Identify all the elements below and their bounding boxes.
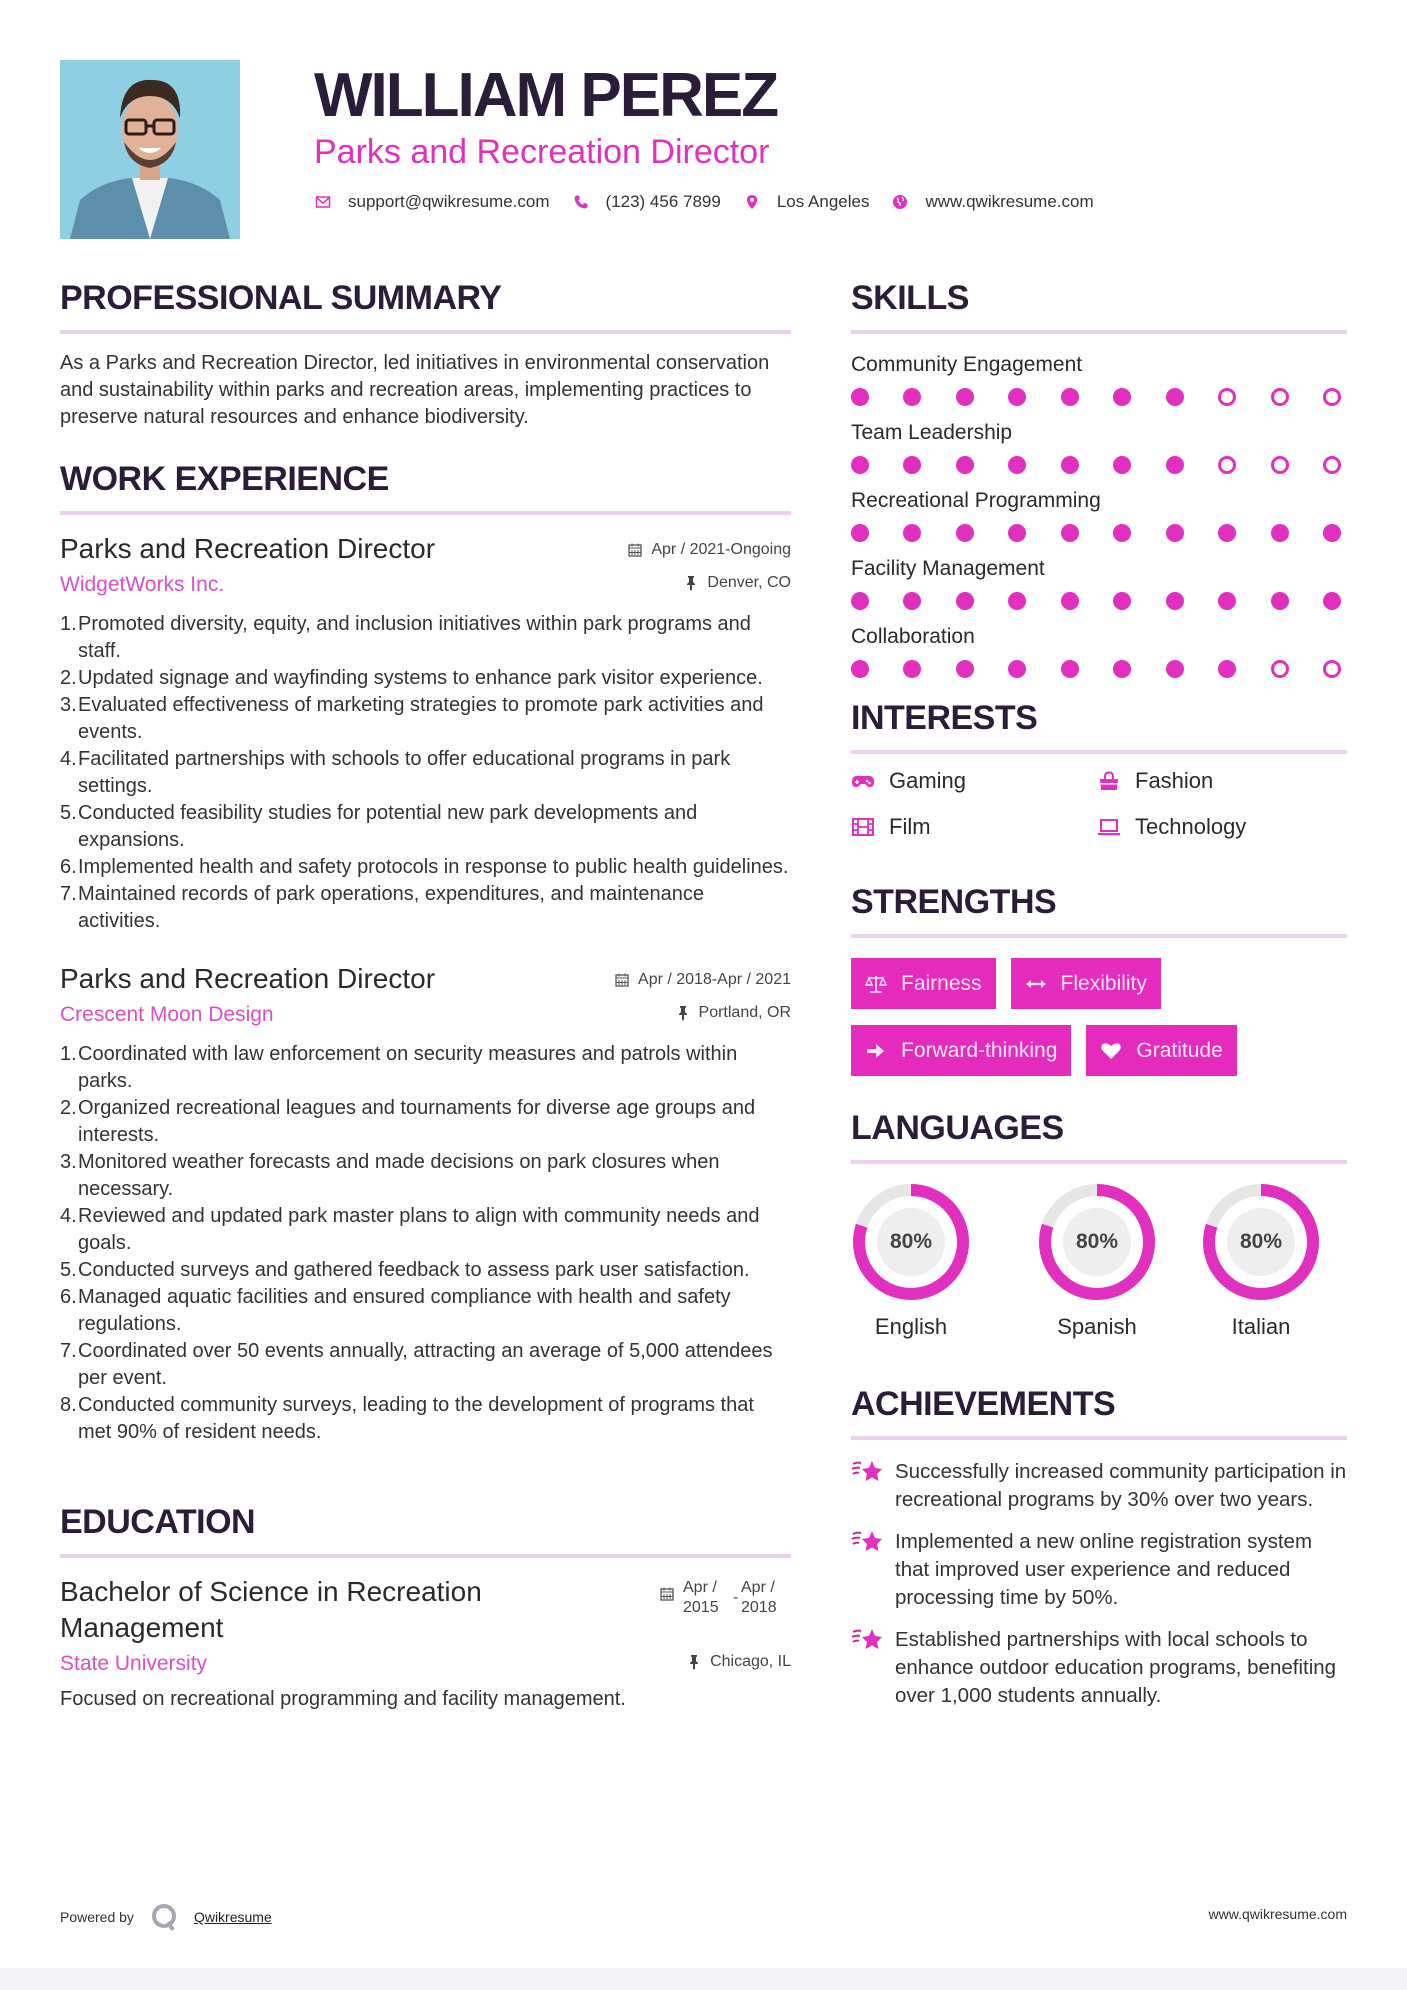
- rating-dot-filled-icon: [1218, 660, 1236, 678]
- thumbtack-icon: [683, 575, 699, 591]
- rating-dot-filled-icon: [1113, 660, 1131, 678]
- rating-dot-empty-icon: [1323, 660, 1341, 678]
- rating-dot-filled-icon: [1061, 388, 1079, 406]
- rating-dot-filled-icon: [1323, 592, 1341, 610]
- rating-dot-filled-icon: [1113, 524, 1131, 542]
- education-date: [659, 1578, 791, 1618]
- bullet-item: 2. Organized recreational leagues and tournaments for diverse age groups and interests.: [60, 1097, 756, 1146]
- bullet-item: 5. Conducted surveys and gathered feedback to assess park user satisfaction.: [60, 1259, 750, 1281]
- languages-section: [851, 1100, 1347, 1340]
- rating-dot-filled-icon: [1218, 524, 1236, 542]
- achievements-section: [851, 1376, 1347, 1710]
- bullet-item: 2. Updated signage and wayfinding systems to enhance park visitor experience.: [60, 667, 763, 689]
- rating-dot-filled-icon: [1061, 592, 1079, 610]
- rating-dot-filled-icon: [1008, 592, 1026, 610]
- rating-dot-filled-icon: [1271, 524, 1289, 542]
- interests-grid: [851, 764, 1347, 844]
- achievement-text: Successfully increased community participation in recreational programs by 30% over two years.: [895, 1460, 1347, 1511]
- section-heading: PROFESSIONAL SUMMARY: [60, 279, 502, 317]
- rating-dot-empty-icon: [1323, 456, 1341, 474]
- rating-dot-filled-icon: [1166, 660, 1184, 678]
- bullet-item: 1. Coordinated with law enforcement on security measures and patrols within parks.: [60, 1043, 738, 1092]
- job-date: [614, 971, 791, 989]
- strength-tag: [851, 1025, 1071, 1076]
- job-title: Parks and Recreation Director: [60, 963, 436, 994]
- strength-label: Flexibility: [1060, 971, 1147, 995]
- achievement-item: [851, 1528, 1347, 1612]
- rating-dot-filled-icon: [851, 660, 869, 678]
- section-heading: EDUCATION: [60, 1503, 256, 1541]
- left-column: [60, 270, 791, 1713]
- experience-section: [60, 451, 791, 1446]
- profile-photo: [60, 60, 240, 239]
- achievement-item: [851, 1458, 1347, 1514]
- gamepad-icon: [851, 770, 877, 792]
- rating-dot-filled-icon: [903, 456, 921, 474]
- section-heading: STRENGTHS: [851, 883, 1057, 921]
- skill-rating: [851, 456, 1341, 474]
- education-description: Focused on recreational programming and facility management.: [60, 1688, 626, 1710]
- calendar-icon: [659, 1586, 675, 1602]
- education-entry: [60, 1574, 791, 1713]
- interest-item: [1097, 810, 1343, 844]
- contact-location: [743, 192, 870, 212]
- section-divider: [851, 1160, 1347, 1164]
- job-location-text: Portland, OR: [698, 1004, 791, 1021]
- rating-dot-filled-icon: [851, 524, 869, 542]
- education-section: [60, 1494, 791, 1713]
- rating-dot-filled-icon: [1008, 660, 1026, 678]
- globe-icon: [891, 193, 909, 211]
- heart-icon: [1100, 1041, 1124, 1061]
- achievement-item: [851, 1626, 1347, 1710]
- education-date-sep: -: [733, 1589, 739, 1606]
- skill-rating: [851, 388, 1341, 406]
- company-name: Crescent Moon Design: [60, 1003, 274, 1026]
- rating-dot-filled-icon: [1061, 660, 1079, 678]
- rating-dot-filled-icon: [1166, 456, 1184, 474]
- section-heading: SKILLS: [851, 279, 969, 317]
- language-item: [1015, 1182, 1179, 1340]
- rating-dot-filled-icon: [851, 592, 869, 610]
- qwikresume-link[interactable]: Qwikresume: [193, 1909, 272, 1925]
- strengths-section: [851, 874, 1347, 1076]
- qwikresume-logo-icon: [150, 1902, 180, 1932]
- rating-dot-empty-icon: [1323, 388, 1341, 406]
- language-name: English: [874, 1314, 948, 1339]
- rating-dot-filled-icon: [903, 524, 921, 542]
- rating-dot-empty-icon: [1271, 660, 1289, 678]
- rating-dot-filled-icon: [1166, 388, 1184, 406]
- job-entry: [60, 961, 791, 1446]
- interest-item: [1097, 764, 1343, 798]
- job-title: Parks and Recreation Director: [60, 533, 436, 564]
- rating-dot-filled-icon: [1271, 592, 1289, 610]
- rating-dot-filled-icon: [1166, 592, 1184, 610]
- education-date-end: Apr / 2018: [741, 1579, 777, 1616]
- rating-dot-filled-icon: [1113, 388, 1131, 406]
- interest-item: [851, 810, 1097, 844]
- skill-rating: [851, 524, 1341, 542]
- rating-dot-filled-icon: [1008, 388, 1026, 406]
- rating-dot-filled-icon: [903, 388, 921, 406]
- contact-website[interactable]: [891, 192, 1093, 212]
- right-column: [851, 270, 1347, 1724]
- bullet-item: 3. Monitored weather forecasts and made decisions on park closures when necessary.: [60, 1151, 720, 1200]
- film-icon: [851, 816, 877, 838]
- interest-label: Film: [889, 814, 931, 839]
- rating-dot-filled-icon: [956, 388, 974, 406]
- arrow-right-icon: [865, 1041, 889, 1061]
- thumbtack-icon: [675, 1005, 691, 1021]
- strength-tag: [851, 958, 996, 1009]
- bullet-item: 4. Reviewed and updated park master plans to align with community needs and goals.: [60, 1205, 760, 1254]
- school-name: State University: [60, 1652, 208, 1675]
- school-location: [686, 1653, 791, 1671]
- language-progress-ring: [851, 1182, 971, 1302]
- skills-section: [851, 270, 1347, 678]
- section-divider: [60, 330, 791, 334]
- powered-by-text: Powered by: [60, 1909, 134, 1925]
- rating-dot-filled-icon: [851, 388, 869, 406]
- job-date: [627, 541, 791, 559]
- strength-label: Gratitude: [1136, 1038, 1223, 1062]
- job-location: [683, 574, 791, 592]
- section-heading: LANGUAGES: [851, 1109, 1064, 1147]
- calendar-icon: [614, 972, 630, 988]
- section-divider: [60, 1554, 791, 1558]
- interest-label: Fashion: [1135, 768, 1214, 793]
- school-location-text: Chicago, IL: [710, 1653, 791, 1670]
- achievement-text: Implemented a new online registration system that improved user experience and reduced processing time by 50%.: [895, 1530, 1313, 1609]
- job-entry: [60, 531, 791, 935]
- rating-dot-filled-icon: [903, 592, 921, 610]
- rating-dot-filled-icon: [1061, 524, 1079, 542]
- skill-name: Collaboration: [851, 625, 975, 648]
- shopping-bag-icon: [1097, 770, 1123, 792]
- candidate-title: Parks and Recreation Director: [314, 133, 770, 171]
- contact-email-text: support@qwikresume.com: [348, 192, 550, 211]
- rating-dot-filled-icon: [956, 660, 974, 678]
- skills-list: [851, 350, 1347, 678]
- map-marker-icon: [743, 193, 761, 211]
- rating-dot-filled-icon: [956, 456, 974, 474]
- degree-title: Bachelor of Science in Recreation Management: [60, 1576, 482, 1643]
- job-location: [675, 1004, 791, 1022]
- rating-dot-filled-icon: [903, 660, 921, 678]
- calendar-icon: [627, 542, 643, 558]
- rating-dot-filled-icon: [1061, 456, 1079, 474]
- skill-name: Facility Management: [851, 557, 1045, 580]
- contact-location-text: Los Angeles: [776, 192, 870, 211]
- languages-list: [851, 1182, 1347, 1340]
- education-date-start: Apr / 2015: [683, 1579, 719, 1616]
- rating-dot-filled-icon: [1166, 524, 1184, 542]
- rating-dot-filled-icon: [956, 524, 974, 542]
- summary-text: As a Parks and Recreation Director, led initiatives in environmental conservation and sustainability within parks and recreation areas, implementing practices to preserve natural resources and enhance biodiversity.: [60, 352, 770, 428]
- bullet-item: 5. Conducted feasibility studies for potential new park developments and expansions.: [60, 802, 698, 851]
- contact-email[interactable]: [314, 192, 550, 212]
- footer-powered-by: [60, 1902, 272, 1932]
- shooting-star-icon: [851, 1626, 885, 1656]
- interest-label: Gaming: [889, 768, 967, 793]
- summary-section: [60, 270, 791, 431]
- section-divider: [851, 330, 1347, 334]
- bullet-item: 7. Maintained records of park operations, expenditures, and maintenance activities.: [60, 883, 704, 932]
- interest-label: Technology: [1135, 814, 1247, 839]
- section-divider: [851, 934, 1347, 938]
- section-heading: WORK EXPERIENCE: [60, 460, 389, 498]
- strength-tag: [1086, 1025, 1236, 1076]
- skill-name: Community Engagement: [851, 353, 1083, 376]
- language-item: [1179, 1182, 1343, 1340]
- strength-tag: [1011, 958, 1161, 1009]
- language-progress-ring: [1201, 1182, 1321, 1302]
- candidate-name: WILLIAM PEREZ: [314, 61, 778, 130]
- rating-dot-empty-icon: [1271, 456, 1289, 474]
- rating-dot-empty-icon: [1271, 388, 1289, 406]
- contact-website-text: www.qwikresume.com: [925, 192, 1094, 211]
- bullet-item: 6. Managed aquatic facilities and ensured compliance with health and safety regulations.: [60, 1286, 731, 1335]
- envelope-icon: [314, 193, 332, 211]
- company-name: WidgetWorks Inc.: [60, 573, 225, 596]
- job-location-text: Denver, CO: [707, 574, 791, 591]
- bullet-item: 7. Coordinated over 50 events annually, attracting an average of 5,000 attendees per event.: [60, 1340, 773, 1389]
- bullet-item: 3. Evaluated effectiveness of marketing strategies to promote park activities and events.: [60, 694, 764, 743]
- bullet-item: 4. Facilitated partnerships with schools to offer educational programs in park settings.: [60, 748, 731, 797]
- rating-dot-filled-icon: [1008, 524, 1026, 542]
- language-name: Italian: [1231, 1314, 1291, 1339]
- contact-phone[interactable]: [572, 192, 721, 212]
- language-progress-ring: [1037, 1182, 1157, 1302]
- strength-label: Forward-thinking: [901, 1038, 1058, 1062]
- footer-website[interactable]: www.qwikresume.com: [1208, 1906, 1347, 1922]
- achievement-text: Established partnerships with local schools to enhance outdoor education programs, benefiting over 1,000 students annually.: [895, 1628, 1337, 1707]
- language-percent: 80%: [1075, 1230, 1119, 1253]
- balance-scale-icon: [865, 974, 889, 994]
- skill-rating: [851, 660, 1341, 678]
- arrows-horizontal-icon: [1025, 974, 1049, 994]
- contact-phone-text: (123) 456 7899: [605, 192, 721, 211]
- skill-name: Team Leadership: [851, 421, 1013, 444]
- job-bullets: [60, 1041, 791, 1446]
- strength-tags: [851, 958, 1291, 1076]
- rating-dot-filled-icon: [1113, 456, 1131, 474]
- contact-bar: [314, 192, 1116, 212]
- rating-dot-filled-icon: [1113, 592, 1131, 610]
- shooting-star-icon: [851, 1528, 885, 1558]
- section-divider: [851, 750, 1347, 754]
- interests-section: [851, 690, 1347, 844]
- phone-icon: [572, 193, 590, 211]
- page-bottom-band: [0, 1968, 1407, 1990]
- skill-rating: [851, 592, 1341, 610]
- thumbtack-icon: [686, 1654, 702, 1670]
- bullet-item: 1. Promoted diversity, equity, and inclusion initiatives within park programs and staff.: [60, 613, 751, 662]
- bullet-item: 6. Implemented health and safety protocols in response to public health guidelines.: [60, 856, 789, 878]
- language-percent: 80%: [1239, 1230, 1283, 1253]
- language-item: [851, 1182, 1015, 1340]
- section-heading: ACHIEVEMENTS: [851, 1385, 1116, 1423]
- rating-dot-filled-icon: [1008, 456, 1026, 474]
- skill-name: Recreational Programming: [851, 489, 1101, 512]
- rating-dot-filled-icon: [1323, 524, 1341, 542]
- rating-dot-empty-icon: [1218, 388, 1236, 406]
- rating-dot-filled-icon: [851, 456, 869, 474]
- section-divider: [851, 1436, 1347, 1440]
- rating-dot-filled-icon: [956, 592, 974, 610]
- bullet-item: 8. Conducted community surveys, leading to the development of programs that met 90% of resident needs.: [60, 1394, 754, 1443]
- rating-dot-filled-icon: [1218, 592, 1236, 610]
- strength-label: Fairness: [901, 971, 982, 995]
- section-divider: [60, 511, 791, 515]
- job-date-text: Apr / 2018-Apr / 2021: [638, 971, 791, 988]
- laptop-icon: [1097, 816, 1123, 838]
- job-date-text: Apr / 2021-Ongoing: [651, 541, 791, 558]
- rating-dot-empty-icon: [1218, 456, 1236, 474]
- language-name: Spanish: [1057, 1314, 1137, 1339]
- language-percent: 80%: [889, 1230, 933, 1253]
- interest-item: [851, 764, 1097, 798]
- section-heading: INTERESTS: [851, 699, 1038, 737]
- shooting-star-icon: [851, 1458, 885, 1488]
- job-bullets: [60, 611, 791, 935]
